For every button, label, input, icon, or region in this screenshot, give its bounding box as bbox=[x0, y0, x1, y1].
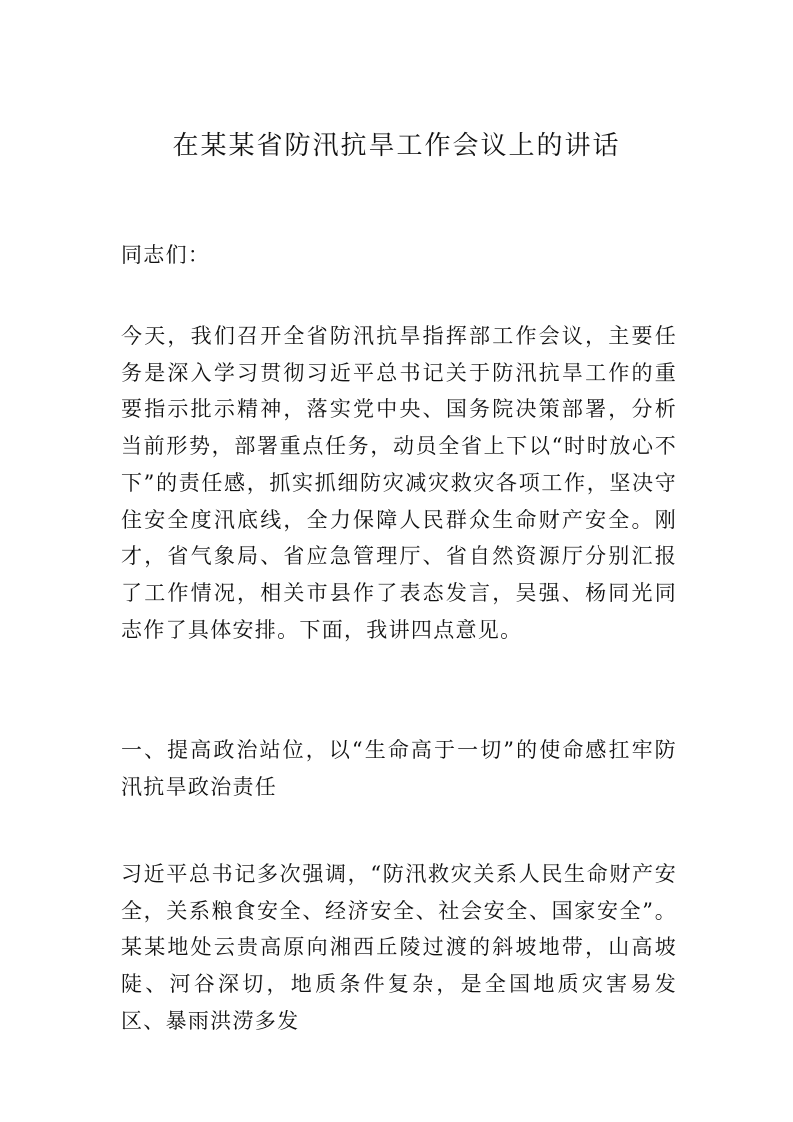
section-heading: 一、提高政治站位，以“生命高于一切”的使命感扛牢防汛抗旱政治责任 bbox=[121, 738, 677, 799]
section-paragraph: 习近平总书记多次强调，“防汛救灾关系人民生命财产安全，关系粮食安全、经济安全、社会安全、国家安全”。某某地处云贵高原向湘西丘陵过渡的斜坡地带，山高坡陡、河谷深切，地质条件复杂，是全国地质灾害易发区、暴雨洪涝多发 bbox=[121, 862, 677, 1033]
salutation: 同志们： bbox=[121, 243, 211, 267]
intro-paragraph: 今天，我们召开全省防汛抗旱指挥部工作会议，主要任务是深入学习贯彻习近平总书记关于防汛抗旱工作的重要指示批示精神，落实党中央、国务院决策部署，分析当前形势，部署重点任务，动员全省上下以“时时放心不下”的责任感，抓实抓细防灾减灾救灾各项工作，坚决守住安全度汛底线，全力保障人民群众生命财产安全。刚才，省气象局、省应急管理厅、省自然资源厅分别汇报了工作情况，相关市县作了表态发言，吴强、杨同光同志作了具体安排。下面，我讲四点意见。 bbox=[121, 324, 677, 642]
document-title: 在某某省防汛抗旱工作会议上的讲话 bbox=[172, 131, 621, 161]
